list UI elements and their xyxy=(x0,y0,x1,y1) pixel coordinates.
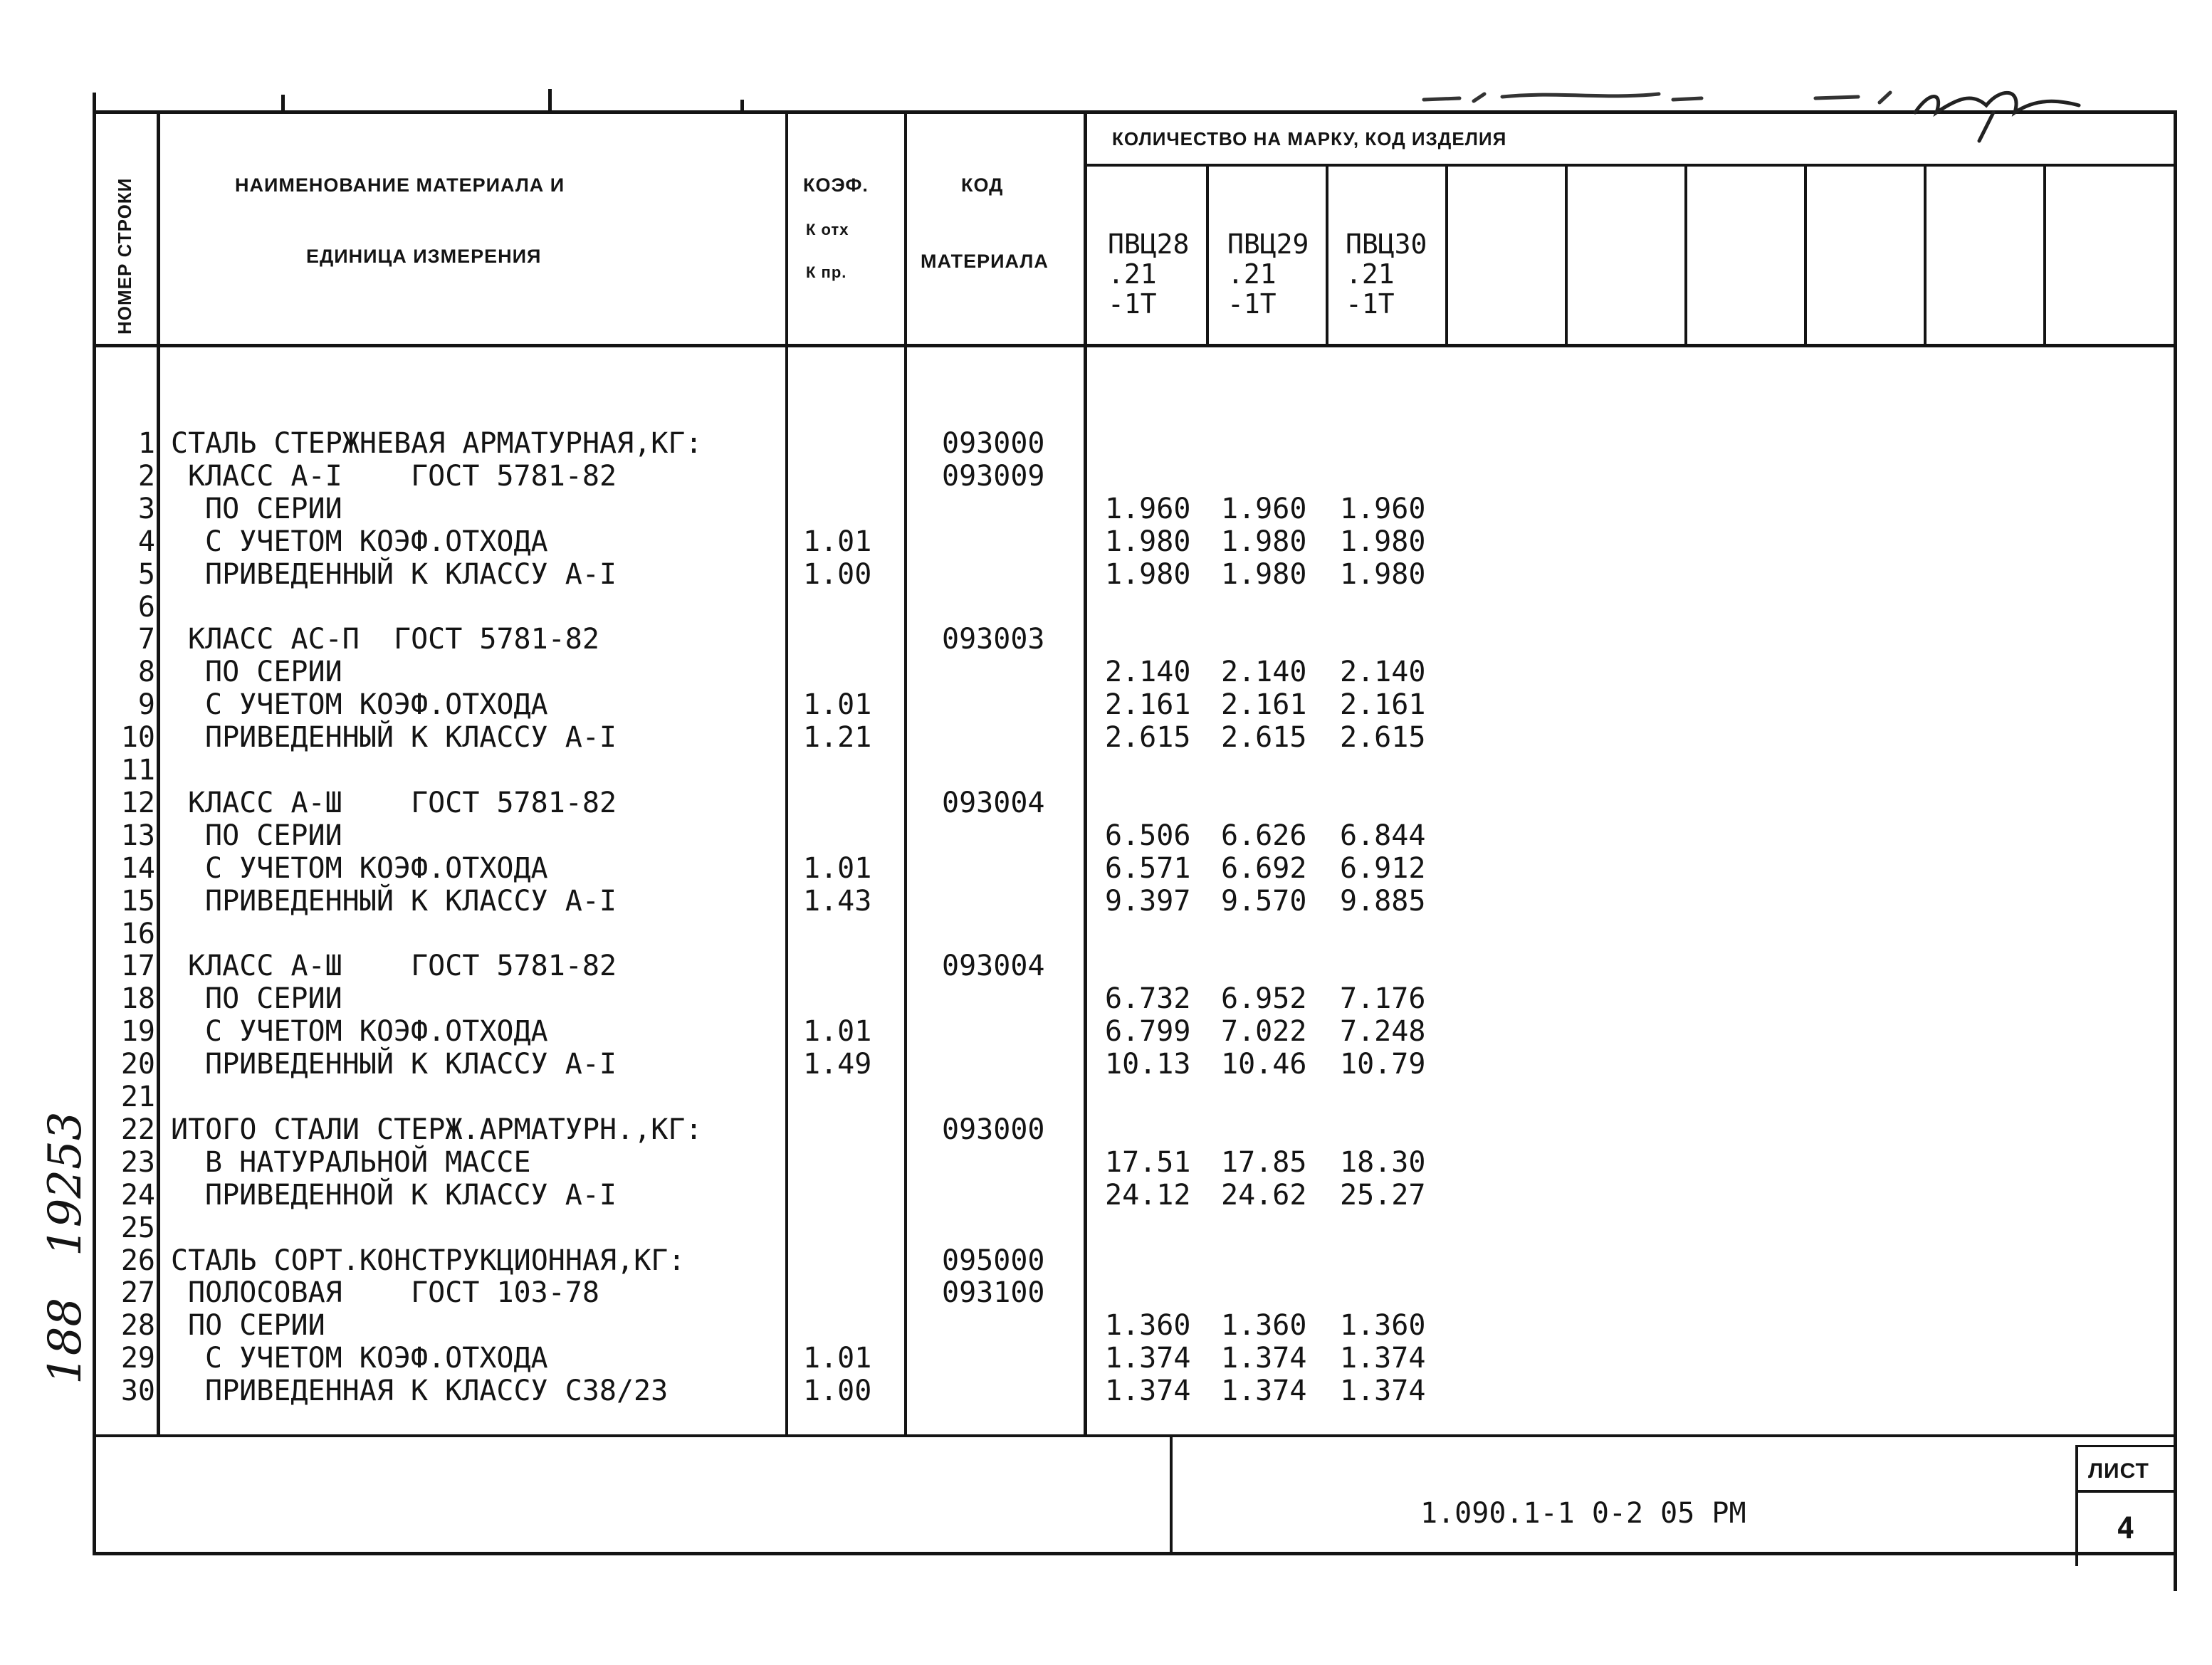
material-name: СТАЛЬ СТЕРЖНЕВАЯ АРМАТУРНАЯ,КГ: xyxy=(171,427,703,460)
sheet-box-mid xyxy=(2075,1490,2175,1493)
row-number: 6 xyxy=(137,590,155,624)
row-number: 17 xyxy=(120,950,155,983)
material-code: 093003 xyxy=(942,623,1045,656)
quantity-value: 6.952 xyxy=(1221,982,1307,1016)
coefficient: 1.21 xyxy=(803,721,872,755)
coef-header-line1: КОЭФ. xyxy=(803,174,869,196)
quantity-value: 2.615 xyxy=(1221,721,1307,755)
coefficient: 1.00 xyxy=(803,557,872,591)
coef-header-line3: К пр. xyxy=(806,263,847,281)
product-header: ПВЦ29 .21 -1Т xyxy=(1227,229,1309,320)
quantity-value: 7.248 xyxy=(1340,1015,1426,1049)
col-rule-name xyxy=(785,114,788,1434)
quantity-value: 1.980 xyxy=(1105,525,1191,558)
quantity-value: 1.374 xyxy=(1340,1342,1426,1375)
quantity-value: 2.161 xyxy=(1340,688,1426,722)
quantity-value: 10.46 xyxy=(1221,1048,1307,1081)
quantity-value: 24.62 xyxy=(1221,1178,1307,1212)
material-name: ПО СЕРИИ xyxy=(205,492,342,525)
quantity-value: 2.161 xyxy=(1105,688,1191,722)
quantity-value: 9.397 xyxy=(1105,884,1191,918)
coefficient: 1.01 xyxy=(803,1342,872,1375)
material-name: ПО СЕРИИ xyxy=(205,982,342,1016)
material-name: ИТОГО СТАЛИ СТЕРЖ.АРМАТУРН.,КГ: xyxy=(171,1113,703,1146)
sheet-number: 4 xyxy=(2117,1511,2135,1545)
row-number: 15 xyxy=(120,884,155,918)
material-code: 093004 xyxy=(942,786,1045,819)
coefficient: 1.49 xyxy=(803,1048,872,1081)
quantity-value: 6.571 xyxy=(1105,851,1191,885)
material-name: ПРИВЕДЕННЫЙ К КЛАССУ А-I xyxy=(205,557,617,591)
product-header: ПВЦ30 .21 -1Т xyxy=(1346,229,1427,320)
row-number: 20 xyxy=(120,1048,155,1081)
row-number: 16 xyxy=(120,917,155,950)
coefficient: 1.01 xyxy=(803,525,872,558)
row-number: 23 xyxy=(120,1145,155,1179)
row-number: 29 xyxy=(120,1342,155,1375)
quantity-value: 7.022 xyxy=(1221,1015,1307,1049)
col-rule-code xyxy=(1084,114,1087,1434)
quantity-header-rule xyxy=(1086,164,2175,167)
material-name: СТАЛЬ СОРТ.КОНСТРУКЦИОННАЯ,КГ: xyxy=(171,1244,686,1277)
row-number: 30 xyxy=(120,1375,155,1408)
quantity-value: 1.960 xyxy=(1105,492,1191,525)
row-number: 27 xyxy=(120,1276,155,1310)
signature-scribble xyxy=(1417,84,2100,148)
quantity-value: 1.980 xyxy=(1221,557,1307,591)
body-bottom-rule xyxy=(93,1434,2177,1437)
row-number: 13 xyxy=(120,819,155,852)
material-code: 095000 xyxy=(942,1244,1045,1277)
quantity-value: 6.626 xyxy=(1221,819,1307,852)
quantity-value: 2.140 xyxy=(1105,656,1191,689)
sheet-box-top xyxy=(2075,1445,2175,1447)
material-name: С УЧЕТОМ КОЭФ.ОТХОДА xyxy=(205,1015,548,1049)
row-number: 25 xyxy=(120,1211,155,1244)
prod-col-rule xyxy=(1684,165,1687,345)
coefficient: 1.01 xyxy=(803,851,872,885)
material-name: ПРИВЕДЕННЫЙ К КЛАССУ А-I xyxy=(205,1048,617,1081)
code-header-line2: МАТЕРИАЛА xyxy=(921,251,1049,272)
material-code: 093100 xyxy=(942,1276,1045,1310)
row-number-header: НОМЕР СТРОКИ xyxy=(114,177,135,335)
row-number: 26 xyxy=(120,1244,155,1277)
quantity-value: 1.360 xyxy=(1221,1309,1307,1343)
prod-col-rule xyxy=(2043,165,2046,345)
material-code: 093000 xyxy=(942,427,1045,460)
row-number: 1 xyxy=(137,427,155,460)
top-tick xyxy=(281,95,285,113)
material-name: КЛАСС А-Ш ГОСТ 5781-82 xyxy=(188,786,617,819)
material-name: С УЧЕТОМ КОЭФ.ОТХОДА xyxy=(205,851,548,885)
material-name: С УЧЕТОМ КОЭФ.ОТХОДА xyxy=(205,688,548,722)
top-tick xyxy=(740,100,744,113)
quantity-value: 25.27 xyxy=(1340,1178,1426,1212)
material-name: ПОЛОСОВАЯ ГОСТ 103-78 xyxy=(188,1276,599,1310)
quantity-value: 1.980 xyxy=(1340,525,1426,558)
coef-header-line2: К отх xyxy=(806,221,849,238)
material-code: 093004 xyxy=(942,950,1045,983)
quantity-value: 1.374 xyxy=(1105,1375,1191,1408)
material-name: В НАТУРАЛЬНОЙ МАССЕ xyxy=(205,1145,531,1179)
material-name: С УЧЕТОМ КОЭФ.ОТХОДА xyxy=(205,1342,548,1375)
quantity-value: 1.374 xyxy=(1221,1342,1307,1375)
material-name: ПО СЕРИИ xyxy=(205,819,342,852)
row-number: 14 xyxy=(120,851,155,885)
prod-col-rule xyxy=(1804,165,1807,345)
quantity-value: 6.732 xyxy=(1105,982,1191,1016)
coefficient: 1.01 xyxy=(803,1015,872,1049)
quantity-value: 6.912 xyxy=(1340,851,1426,885)
row-number: 4 xyxy=(137,525,155,558)
row-number: 11 xyxy=(120,754,155,787)
quantity-value: 10.79 xyxy=(1340,1048,1426,1081)
quantity-value: 6.692 xyxy=(1221,851,1307,885)
document-code: 1.090.1-1 0-2 05 РМ xyxy=(1420,1497,1746,1530)
quantity-value: 2.140 xyxy=(1221,656,1307,689)
quantity-value: 1.374 xyxy=(1221,1375,1307,1408)
quantity-value: 2.140 xyxy=(1340,656,1426,689)
material-code: 093000 xyxy=(942,1113,1045,1146)
quantity-value: 2.615 xyxy=(1340,721,1426,755)
row-number: 18 xyxy=(120,982,155,1016)
quantity-value: 6.506 xyxy=(1105,819,1191,852)
material-name: С УЧЕТОМ КОЭФ.ОТХОДА xyxy=(205,525,548,558)
quantity-value: 7.176 xyxy=(1340,982,1426,1016)
top-tick xyxy=(548,89,552,113)
material-name: ПРИВЕДЕННАЯ К КЛАССУ С38/23 xyxy=(205,1375,669,1408)
frame-right xyxy=(2174,110,2177,1591)
material-name: ПРИВЕДЕННЫЙ К КЛАССУ А-I xyxy=(205,884,617,918)
material-name: ПРИВЕДЕННЫЙ К КЛАССУ А-I xyxy=(205,721,617,755)
quantity-value: 6.844 xyxy=(1340,819,1426,852)
sheet-box-left xyxy=(2075,1445,2078,1566)
sheet-label: ЛИСТ xyxy=(2088,1459,2149,1483)
prod-col-rule xyxy=(1326,165,1328,345)
quantity-value: 1.980 xyxy=(1340,557,1426,591)
quantity-value: 9.885 xyxy=(1340,884,1426,918)
coefficient: 1.00 xyxy=(803,1375,872,1408)
quantity-value: 10.13 xyxy=(1105,1048,1191,1081)
row-number: 21 xyxy=(120,1081,155,1113)
page-number-handwritten: 188 xyxy=(39,1297,92,1385)
name-header-line2: ЕДИНИЦА ИЗМЕРЕНИЯ xyxy=(306,246,542,267)
name-header-line1: НАИМЕНОВАНИЕ МАТЕРИАЛА И xyxy=(235,174,565,196)
coefficient: 1.43 xyxy=(803,884,872,918)
frame-bottom xyxy=(93,1552,2177,1555)
product-header: ПВЦ28 .21 -1Т xyxy=(1108,229,1190,320)
material-name: КЛАСС АС-П ГОСТ 5781-82 xyxy=(188,623,599,656)
row-number: 5 xyxy=(137,557,155,591)
prod-col-rule xyxy=(1565,165,1568,345)
quantity-value: 9.570 xyxy=(1221,884,1307,918)
coefficient: 1.01 xyxy=(803,688,872,722)
archive-number-handwritten: 19253 xyxy=(39,1111,92,1256)
quantity-value: 6.799 xyxy=(1105,1015,1191,1049)
quantity-value: 2.161 xyxy=(1221,688,1307,722)
quantity-header: КОЛИЧЕСТВО НА МАРКУ, КОД ИЗДЕЛИЯ xyxy=(1112,128,1507,149)
row-number: 12 xyxy=(120,786,155,819)
material-code: 093009 xyxy=(942,459,1045,493)
row-number: 28 xyxy=(120,1309,155,1343)
quantity-value: 1.360 xyxy=(1105,1309,1191,1343)
quantity-value: 1.960 xyxy=(1221,492,1307,525)
quantity-value: 18.30 xyxy=(1340,1145,1426,1179)
col-rule-coef xyxy=(904,114,907,1434)
material-name: ПРИВЕДЕННОЙ К КЛАССУ А-I xyxy=(205,1178,617,1212)
header-bottom-rule xyxy=(95,344,2177,347)
quantity-value: 1.980 xyxy=(1221,525,1307,558)
row-number: 7 xyxy=(137,623,155,656)
quantity-value: 17.51 xyxy=(1105,1145,1191,1179)
row-number: 10 xyxy=(120,721,155,755)
frame-left xyxy=(93,93,96,1555)
material-name: КЛАСС А-I ГОСТ 5781-82 xyxy=(188,459,617,493)
row-number: 24 xyxy=(120,1178,155,1212)
material-name: ПО СЕРИИ xyxy=(205,656,342,689)
prod-col-rule xyxy=(1924,165,1927,345)
code-header-line1: КОД xyxy=(961,174,1004,196)
row-number: 2 xyxy=(137,459,155,493)
quantity-value: 24.12 xyxy=(1105,1178,1191,1212)
prod-col-rule xyxy=(1445,165,1448,345)
title-block-divider xyxy=(1170,1436,1173,1554)
quantity-value: 1.360 xyxy=(1340,1309,1426,1343)
material-name: ПО СЕРИИ xyxy=(188,1309,325,1343)
row-number: 3 xyxy=(137,492,155,525)
quantity-value: 1.374 xyxy=(1340,1375,1426,1408)
row-number: 8 xyxy=(137,656,155,689)
prod-col-rule xyxy=(1206,165,1209,345)
row-number: 9 xyxy=(137,688,155,722)
row-number: 22 xyxy=(120,1113,155,1146)
quantity-value: 1.960 xyxy=(1340,492,1426,525)
row-number: 19 xyxy=(120,1015,155,1049)
quantity-value: 17.85 xyxy=(1221,1145,1307,1179)
quantity-value: 1.980 xyxy=(1105,557,1191,591)
quantity-value: 1.374 xyxy=(1105,1342,1191,1375)
material-name: КЛАСС А-Ш ГОСТ 5781-82 xyxy=(188,950,617,983)
quantity-value: 2.615 xyxy=(1105,721,1191,755)
col-rule-rownum xyxy=(157,114,160,1434)
